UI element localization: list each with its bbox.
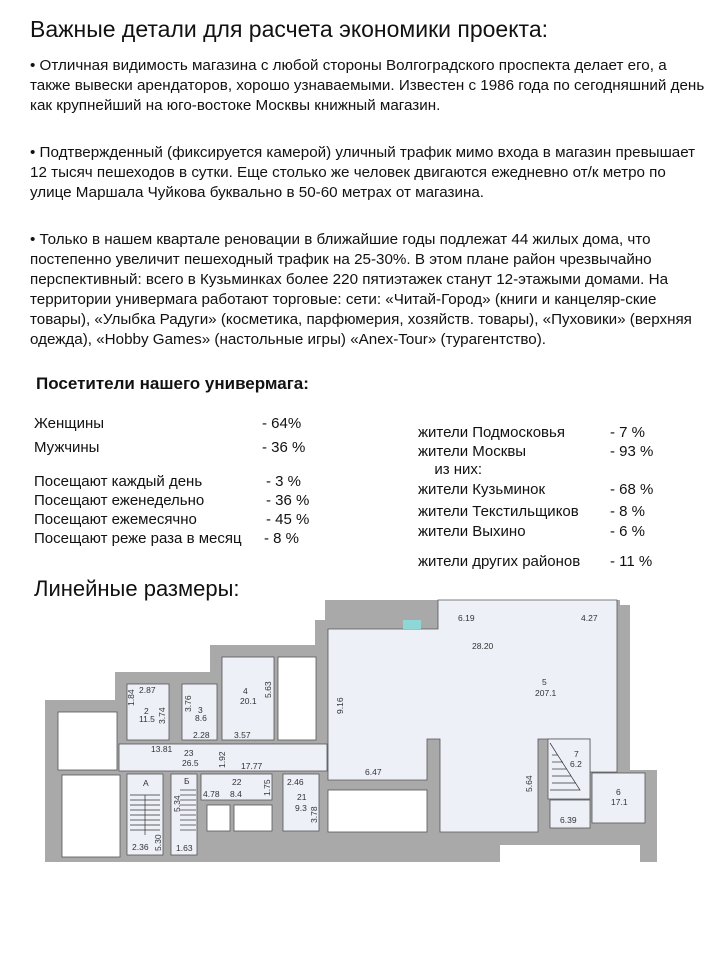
svg-text:А: А [143,778,149,788]
stat-value: - 45 % [266,511,310,528]
stat-label: Посещают каждый день [34,473,203,490]
paragraph-visibility: • Отличная видимость магазина с любой стороны Волгоградского проспекта делает его, а также вывески арендаторов, хорошо узнаваемыми. Известен с 1986 года по сегодняшний день как крупнейший на юго-востоке Москвы книжный магазин. [30,57,705,114]
stat-label: жители Текстильщиков [418,503,579,520]
svg-text:26.5: 26.5 [182,758,199,768]
stat-value: - 36 % [262,439,306,456]
svg-text:Б: Б [184,776,190,786]
svg-text:3.76: 3.76 [183,695,193,712]
svg-text:22: 22 [232,777,242,787]
stat-label: Посещают еженедельно [34,492,205,509]
svg-text:21: 21 [297,792,307,802]
stat-label: из них: [426,461,483,478]
stat-value: - 8 % [264,530,300,547]
paragraph-renovation: • Только в нашем квартале реновации в ближайшие годы подлежат 44 жилых дома, что постепенно увеличит пешеходный трафик на 25-30%. В этом плане район чрезвычайно перспективный: всего в Кузьминках более 220 пятиэтажек станут 12-этажыми домами. На территории универмага работают торговые: сети: «Читай-Город» (книги и канцеляр-ские товары), «Улыбка Радуги» (косметика, парфюмерия, хозяйств. товары), «Пуховики» (верхняя одежда), «Hobby Games» (настольные игры) «Anex-Tour» (турагентство). [30,231,692,348]
room-left [58,712,117,770]
visitors-heading: Посетители нашего универмага: [36,374,309,393]
svg-text:5.34: 5.34 [172,795,182,812]
stat-value: - 68 % [610,481,654,498]
stat-label: жители других районов [418,553,581,570]
svg-text:1.92: 1.92 [217,751,227,768]
svg-text:3.78: 3.78 [309,806,319,823]
svg-text:3.74: 3.74 [157,707,167,724]
svg-text:5.64: 5.64 [524,775,534,792]
stat-label: Посещают ежемесячно [34,511,197,528]
svg-text:8.4: 8.4 [230,789,242,799]
svg-text:11.5: 11.5 [139,714,155,724]
stat-label: жители Москвы [418,443,527,460]
svg-text:23: 23 [184,748,194,758]
stat-value: - 11 % [610,553,653,570]
svg-text:28.20: 28.20 [472,641,494,651]
svg-text:9.16: 9.16 [335,697,345,714]
room-left-bottom [62,775,120,857]
svg-text:4.27: 4.27 [581,613,598,623]
stat-value: - 7 % [610,424,646,441]
svg-text:5: 5 [542,677,547,687]
svg-text:6.39: 6.39 [560,815,577,825]
dimensions-heading: Линейные размеры: [34,576,240,601]
window-marker [403,620,421,629]
svg-text:6.2: 6.2 [570,759,582,769]
svg-text:3: 3 [198,705,203,715]
svg-text:9.3: 9.3 [295,803,307,813]
svg-text:4: 4 [243,686,248,696]
svg-text:1.84: 1.84 [126,689,136,706]
svg-text:2.28: 2.28 [193,730,210,740]
paragraph-traffic: • Подтвержденный (фиксируется камерой) уличный трафик мимо входа в магазин превышает 12 тысяч пешеходов в сутки. Еще столько же человек двигаются ежедневно от/к метро по улице Маршала Чуйкова буквально в 50-60 метрах от магазина. [30,144,696,201]
svg-text:2.46: 2.46 [287,777,304,787]
svg-text:207.1: 207.1 [535,688,557,698]
stat-label: жители Подмосковья [418,424,565,441]
svg-text:6.19: 6.19 [458,613,475,623]
stat-value: - 36 % [266,492,310,509]
svg-text:5.30: 5.30 [153,834,163,851]
stat-value: - 93 % [610,443,654,460]
room-small-b [234,805,272,831]
svg-text:1.63: 1.63 [176,843,193,853]
stat-label: жители Выхино [418,523,526,540]
page-title: Важные детали для расчета экономики проекта: [30,16,548,42]
stat-value: - 3 % [266,473,302,490]
room-bottom-left-5 [328,790,427,832]
svg-text:1.75: 1.75 [262,779,272,796]
svg-text:8.6: 8.6 [195,713,207,723]
svg-text:17.1: 17.1 [611,797,628,807]
svg-text:17.77: 17.77 [241,761,263,771]
svg-text:7: 7 [574,749,579,759]
svg-text:6: 6 [616,787,621,797]
stat-value: - 6 % [610,523,646,540]
stat-label: Мужчины [34,439,100,456]
stat-label: Женщины [34,415,105,432]
svg-text:2.87: 2.87 [139,685,156,695]
room-blank-upper [278,657,316,740]
svg-text:2: 2 [144,706,149,716]
svg-text:4.78: 4.78 [203,789,220,799]
svg-text:5.63: 5.63 [263,681,273,698]
room-small-a [207,805,230,831]
svg-text:3.57: 3.57 [234,730,251,740]
stat-value: - 64% [262,415,302,432]
svg-text:2.36: 2.36 [132,842,149,852]
svg-text:13.81: 13.81 [151,744,173,754]
stat-label: Посещают реже раза в месяц [34,530,242,547]
svg-text:20.1: 20.1 [240,696,257,706]
svg-text:6.47: 6.47 [365,767,382,777]
stat-value: - 8 % [610,503,646,520]
stat-label: жители Кузьминок [418,481,546,498]
